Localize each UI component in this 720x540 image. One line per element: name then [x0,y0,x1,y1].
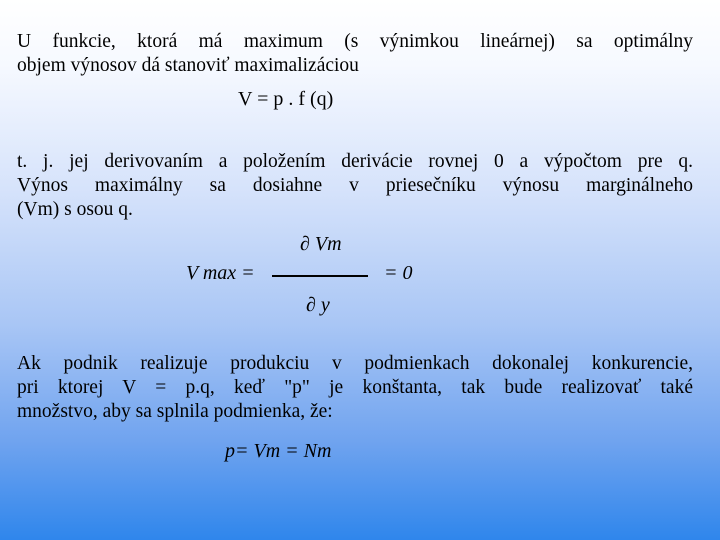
paragraph-competition [17,352,693,424]
paragraph-derivative-line-2: Výnos maximálny sa dosiahne v priesečníku výnosu marginálneho [17,175,693,196]
paragraph-competition-line-3: množstvo, aby sa splnila podmienka, že: [17,401,333,422]
paragraph-derivative-line-1: t. j. jej derivovaním a položením derivácie rovnej 0 a výpočtom pre q. [17,151,693,172]
paragraph-competition-line-1: Ak podnik realizuje produkciu v podmienkach dokonalej konkurencie, [17,353,693,374]
paragraph-intro-line-2: objem výnosov dá stanoviť maximalizáciou [17,55,359,76]
formula-denominator: ∂ y [306,294,330,316]
formula-lhs: V max = [186,262,255,284]
formula-numerator: ∂ Vm [300,233,342,255]
paragraph-derivative-line-3: (Vm) s osou q. [17,199,133,220]
paragraph-intro [17,30,693,78]
fraction-bar [272,275,368,277]
paragraph-intro-line-1: U funkcie, ktorá má maximum (s výnimkou lineárnej) sa optimálny [17,31,693,52]
paragraph-competition-line-2: pri ktorej V = p.q, keď "p" je konštanta, tak bude realizovať také [17,377,693,398]
paragraph-derivative [17,150,693,222]
formula-equilibrium: p= Vm = Nm [225,440,332,462]
formula-rhs: = 0 [384,262,413,284]
formula-revenue: V = p . f (q) [238,88,334,110]
